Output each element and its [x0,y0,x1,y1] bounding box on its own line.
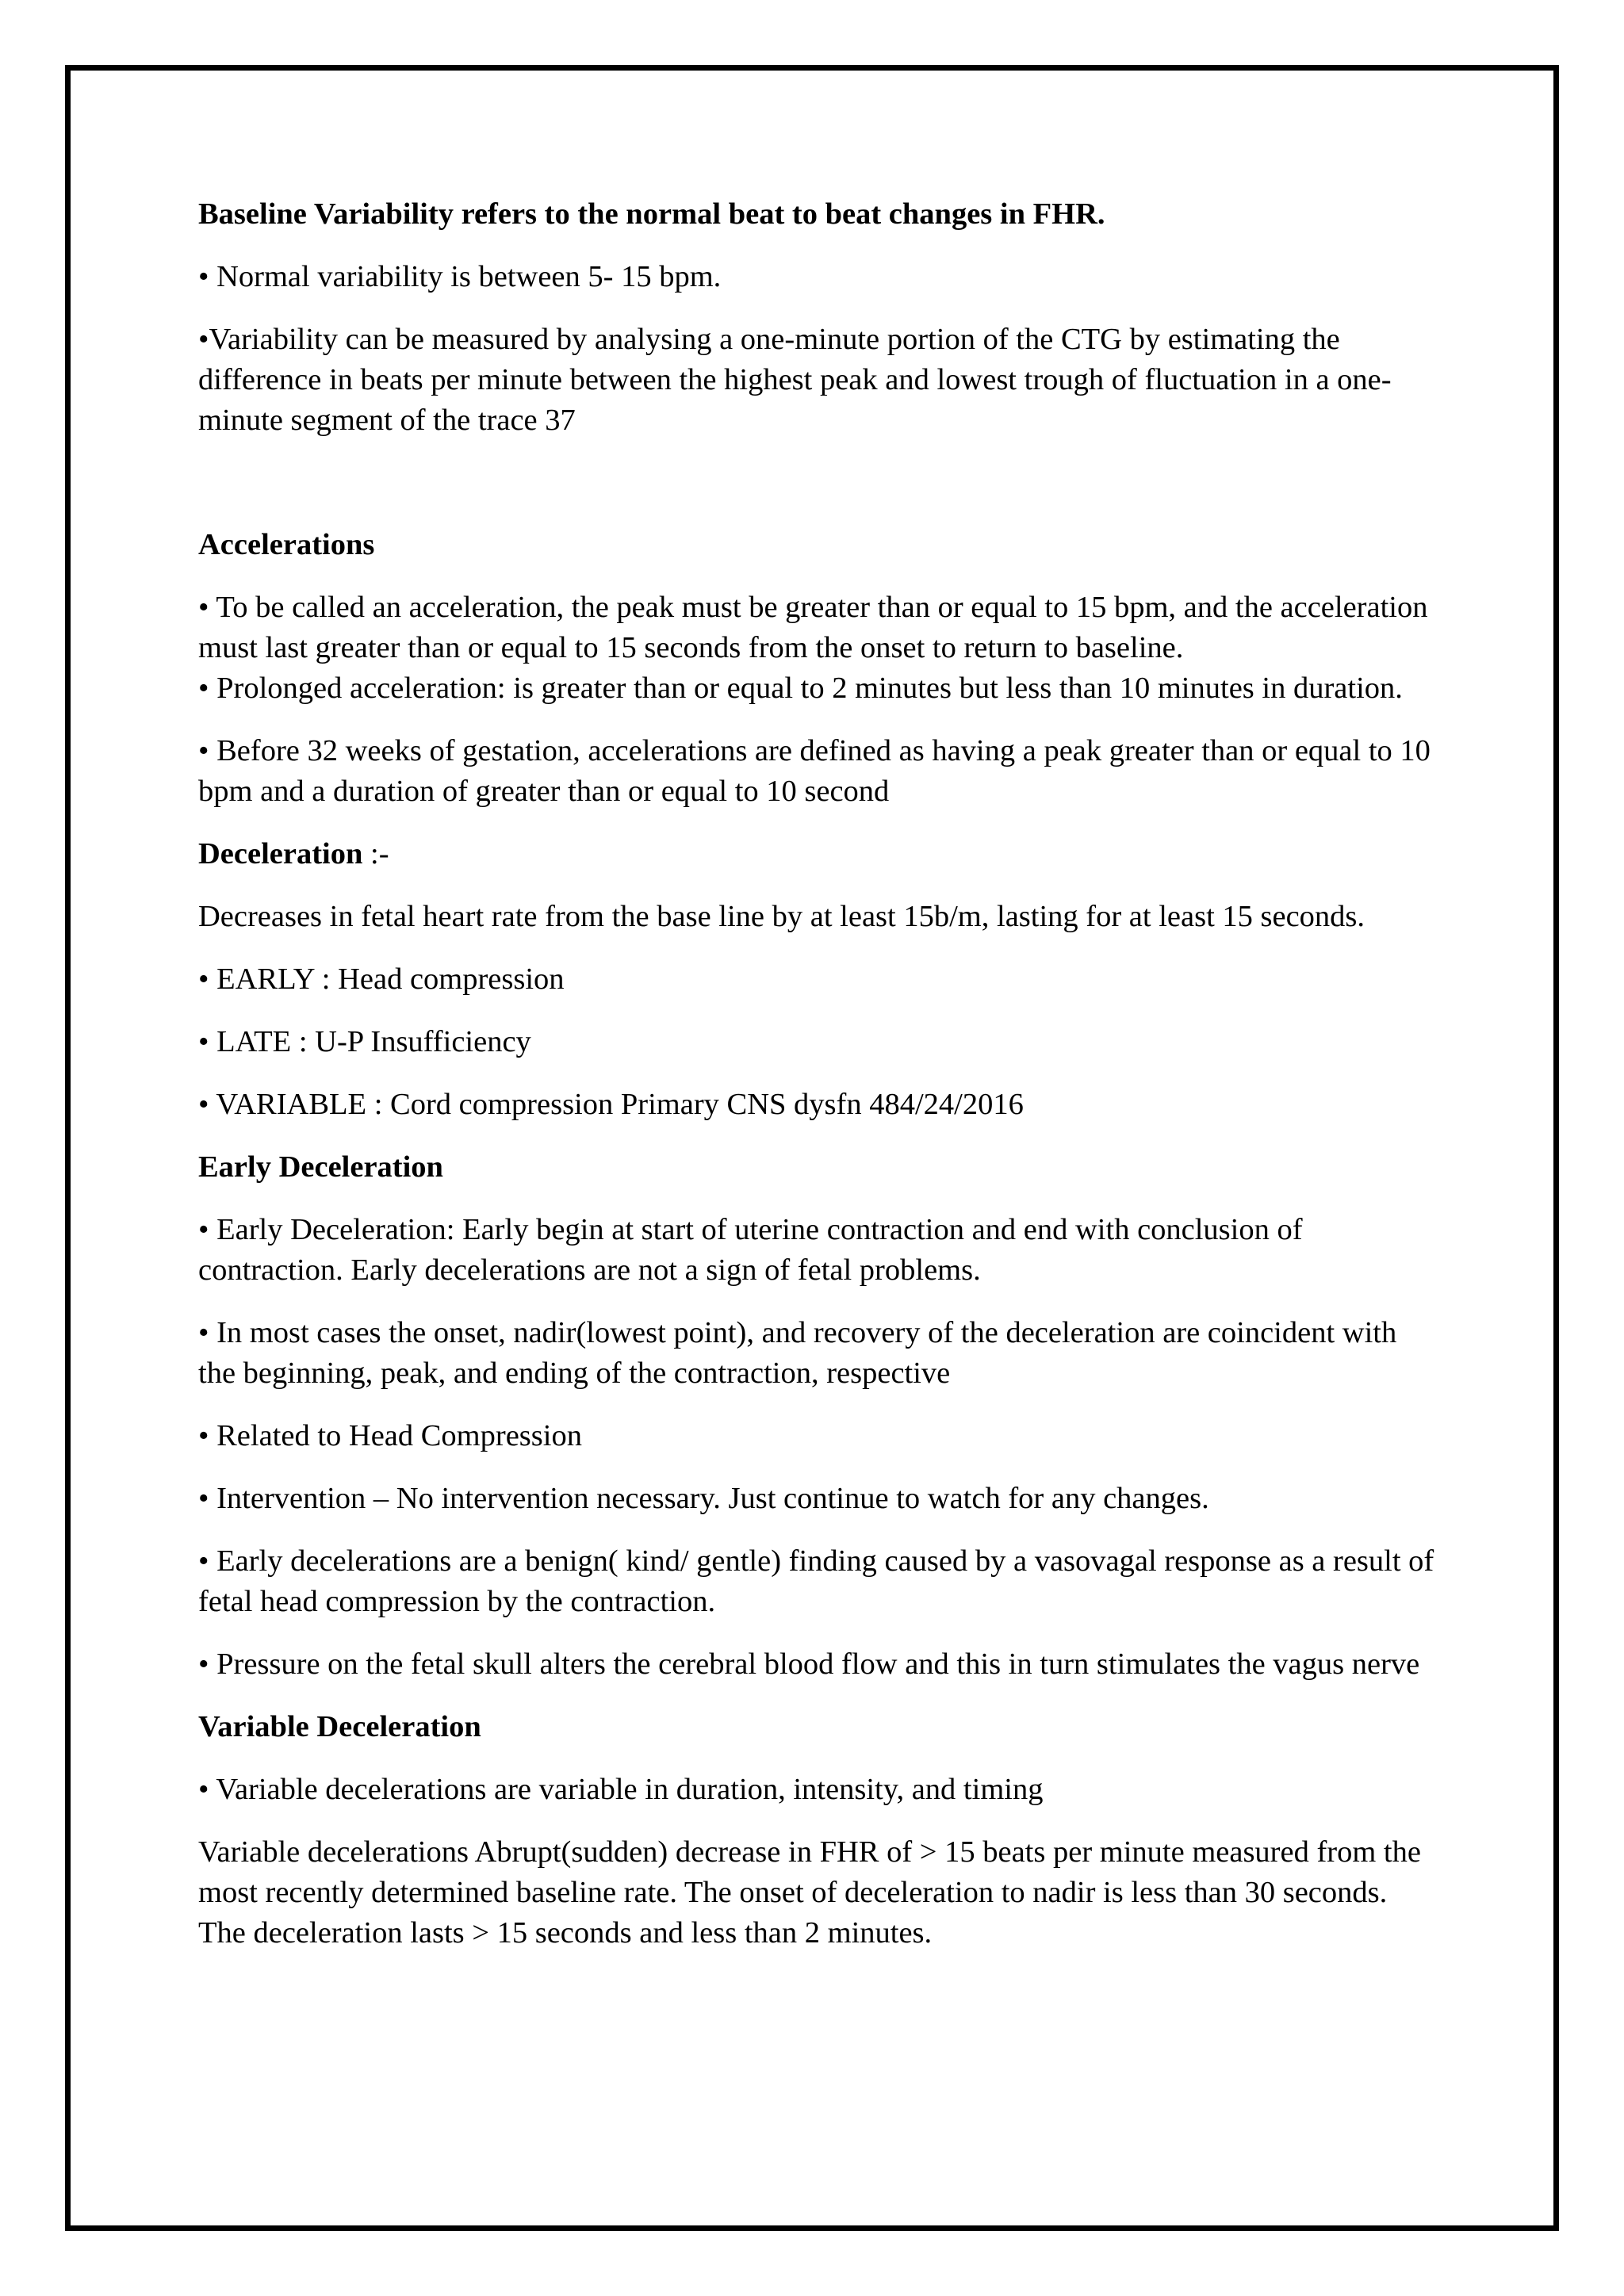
paragraph-variable-definition: Variable decelerations Abrupt(sudden) decrease in FHR of > 15 beats per minute measured from the most recently determined baseline rate. The onset of deceleration to nadir is less than 30 seconds. The deceleration lasts > 15 seconds and less than 2 minutes. [198,1835,1421,1950]
paragraph-head-compression: • Related to Head Compression [198,1419,582,1452]
heading-variable-deceleration: Variable Deceleration [198,1710,481,1743]
paragraph-normal-variability: • Normal variability is between 5- 15 bpm. [198,260,722,293]
heading-baseline-variability: Baseline Variability refers to the normal beat to beat changes in FHR. [198,197,1105,231]
heading-accelerations: Accelerations [198,528,375,561]
paragraph-before-32-weeks: • Before 32 weeks of gestation, accelerations are defined as having a peak greater than or equal to 10 bpm and a duration of greater than or equal to 10 second [198,734,1431,808]
paragraph-onset-nadir-recovery: • In most cases the onset, nadir(lowest point), and recovery of the deceleration are coincident with the beginning, peak, and ending of the contraction, respective [198,1316,1397,1390]
document-body [198,194,1435,1976]
paragraph-prolonged-acceleration: • Prolonged acceleration: is greater than or equal to 2 minutes but less than 10 minutes in duration. [198,672,1403,705]
paragraph-deceleration-definition: Decreases in fetal heart rate from the base line by at least 15b/m, lasting for at least 15 seconds. [198,900,1365,933]
paragraph-variability-measurement: •Variability can be measured by analysing a one-minute portion of the CTG by estimating the difference in beats per minute between the highest peak and lowest trough of fluctuation in a one-minute segment of the trace 37 [198,323,1392,437]
paragraph-intervention: • Intervention – No intervention necessary. Just continue to watch for any changes. [198,1482,1209,1515]
heading-deceleration-text: Deceleration [198,837,363,871]
paragraph-benign-finding: • Early decelerations are a benign( kind/ gentle) finding caused by a vasovagal response as a result of fetal head compression by the contraction. [198,1544,1434,1618]
heading-deceleration-suffix: :- [362,837,389,871]
paragraph-variable-timing: • Variable decelerations are variable in duration, intensity, and timing [198,1773,1044,1806]
heading-deceleration [198,834,1435,874]
paragraph-early-deceleration-definition: • Early Deceleration: Early begin at start of uterine contraction and end with conclusion of contraction. Early decelerations are not a sign of fetal problems. [198,1213,1303,1287]
paragraph-acceleration-definition: • To be called an acceleration, the peak must be greater than or equal to 15 bpm, and the acceleration must last greater than or equal to 15 seconds from the onset to return to baseline. [198,591,1428,664]
paragraph-variable-type: • VARIABLE : Cord compression Primary CNS dysfn 484/24/2016 [198,1088,1024,1121]
heading-early-deceleration: Early Deceleration [198,1150,443,1184]
paragraph-fetal-skull-pressure: • Pressure on the fetal skull alters the cerebral blood flow and this in turn stimulates the vagus nerve [198,1647,1420,1681]
paragraph-late-type: • LATE : U-P Insufficiency [198,1025,531,1058]
paragraph-early-type: • EARLY : Head compression [198,962,565,996]
